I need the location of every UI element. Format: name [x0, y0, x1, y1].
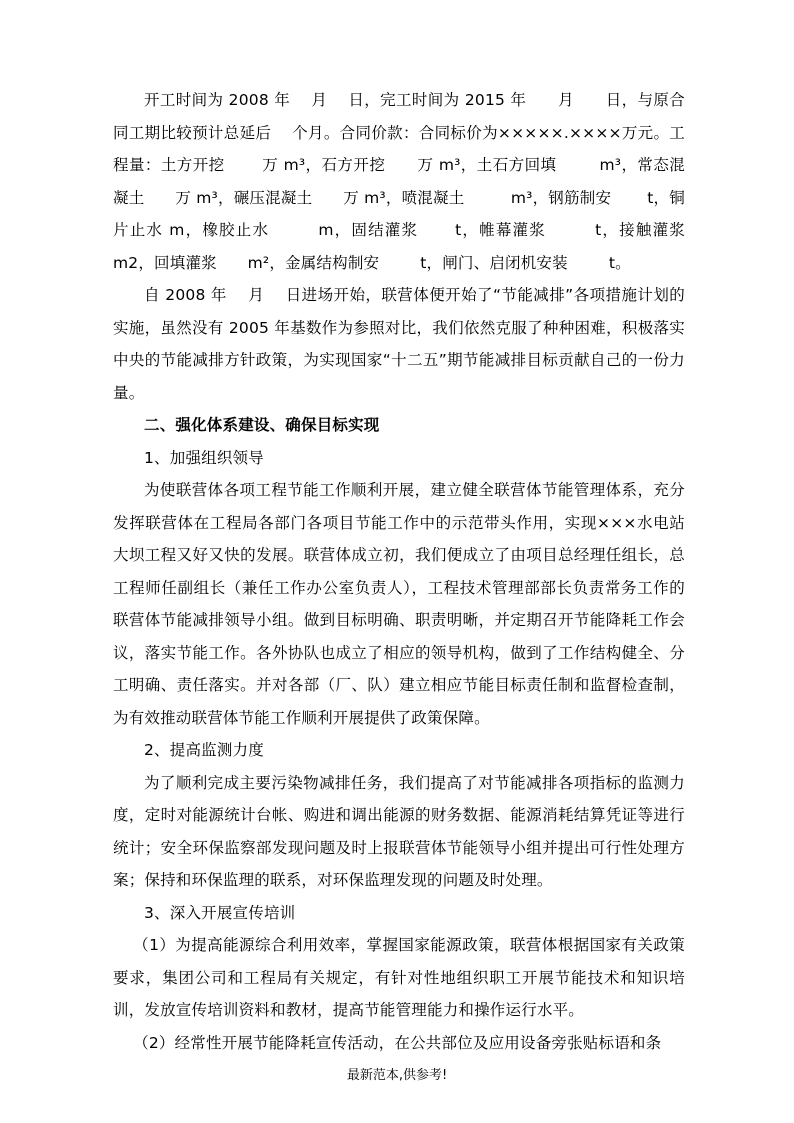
subheading-training: 3、深入开展宣传培训 [144, 903, 296, 922]
subheading-organization-leadership: 1、加强组织领导 [144, 448, 264, 467]
paragraph-monitoring: 为了顺利完成主要污染物减排任务，我们提高了对节能减排各项指标的监测力度，定时对能源统计台帐、购进和调出能源的财务数据、能源消耗结算凭证等进行统计；安全环保监察部发现问题及时上报联营体节能领导小组并提出可行性处理方案；保持和环保监理的联系，对环保监理发现的问题及时处理。 [113, 773, 685, 889]
paragraph-energy-saving-start: 自 2008 年 月 日进场开始，联营体便开始了“节能减排”各项措施计划的实施，虽然没有 2005 年基数作为参照对比，我们依然克服了种种困难，积极落实中央的节能减排方针政策，为实现国家“十二五”期节能减排目标贡献自己的一份力量。 [113, 286, 685, 402]
paragraph-training-2: （2）经常性开展节能降耗宣传活动，在公共部位及应用设备旁张贴标语和条 [133, 1033, 662, 1052]
paragraph-project-overview: 开工时间为 2008 年 月 日，完工时间为 2015 年 月 日，与原合同工期比较预计总延后 个月。合同价款：合同标价为×××××.××××万元。工程量：土方开挖 万 m³，石方开挖 万 m³，土石方回填 m³，常态混凝土 万 m³，碾压混凝土 万 m³，喷混凝土 m³，钢筋制安 t，铜片止水 m，橡胶止水 m，固结灌浆 t，帷幕灌浆 t，接触灌浆 m2，回填灌浆 m²，金属结构制安 t，闸门、启闭机安装 t。 [113, 91, 721, 272]
subheading-monitoring: 2、提高监测力度 [144, 741, 264, 759]
paragraph-organization-leadership: 为使联营体各项工程节能工作顺利开展，建立健全联营体节能管理体系，充分发挥联营体在工程局各部门各项目节能工作中的示范带头作用，实现×××水电站大坝工程又好又快的发展。联营体成立初，我们便成立了由项目总经理任组长，总工程师任副组长（兼任工作办公室负责人），工程技术管理部部长负责常务工作的联营体节能减排领导小组。做到目标明确、职责明晰，并定期召开节能降耗工作会议，落实节能工作。各外协队也成立了相应的领导机构，做到了工作结构健全、分工明确、责任落实。并对各部（厂、队）建立相应节能目标责任制和监督检查制，为有效推动联营体节能工作顺利开展提供了政策保障。 [113, 481, 685, 727]
page-footer: 最新范本,供参考! [346, 1068, 448, 1083]
document-body [113, 84, 721, 1059]
paragraph-training-1: （1）为提高能源综合利用效率，掌握国家能源政策，联营体根据国家有关政策要求，集团公司和工程局有关规定，有针对性地组织职工开展节能技术和知识培训，发放宣传培训资料和教材，提高节能管理能力和操作运行水平。 [113, 936, 685, 1019]
section-heading-system-building: 二、强化体系建设、确保目标实现 [144, 416, 380, 434]
